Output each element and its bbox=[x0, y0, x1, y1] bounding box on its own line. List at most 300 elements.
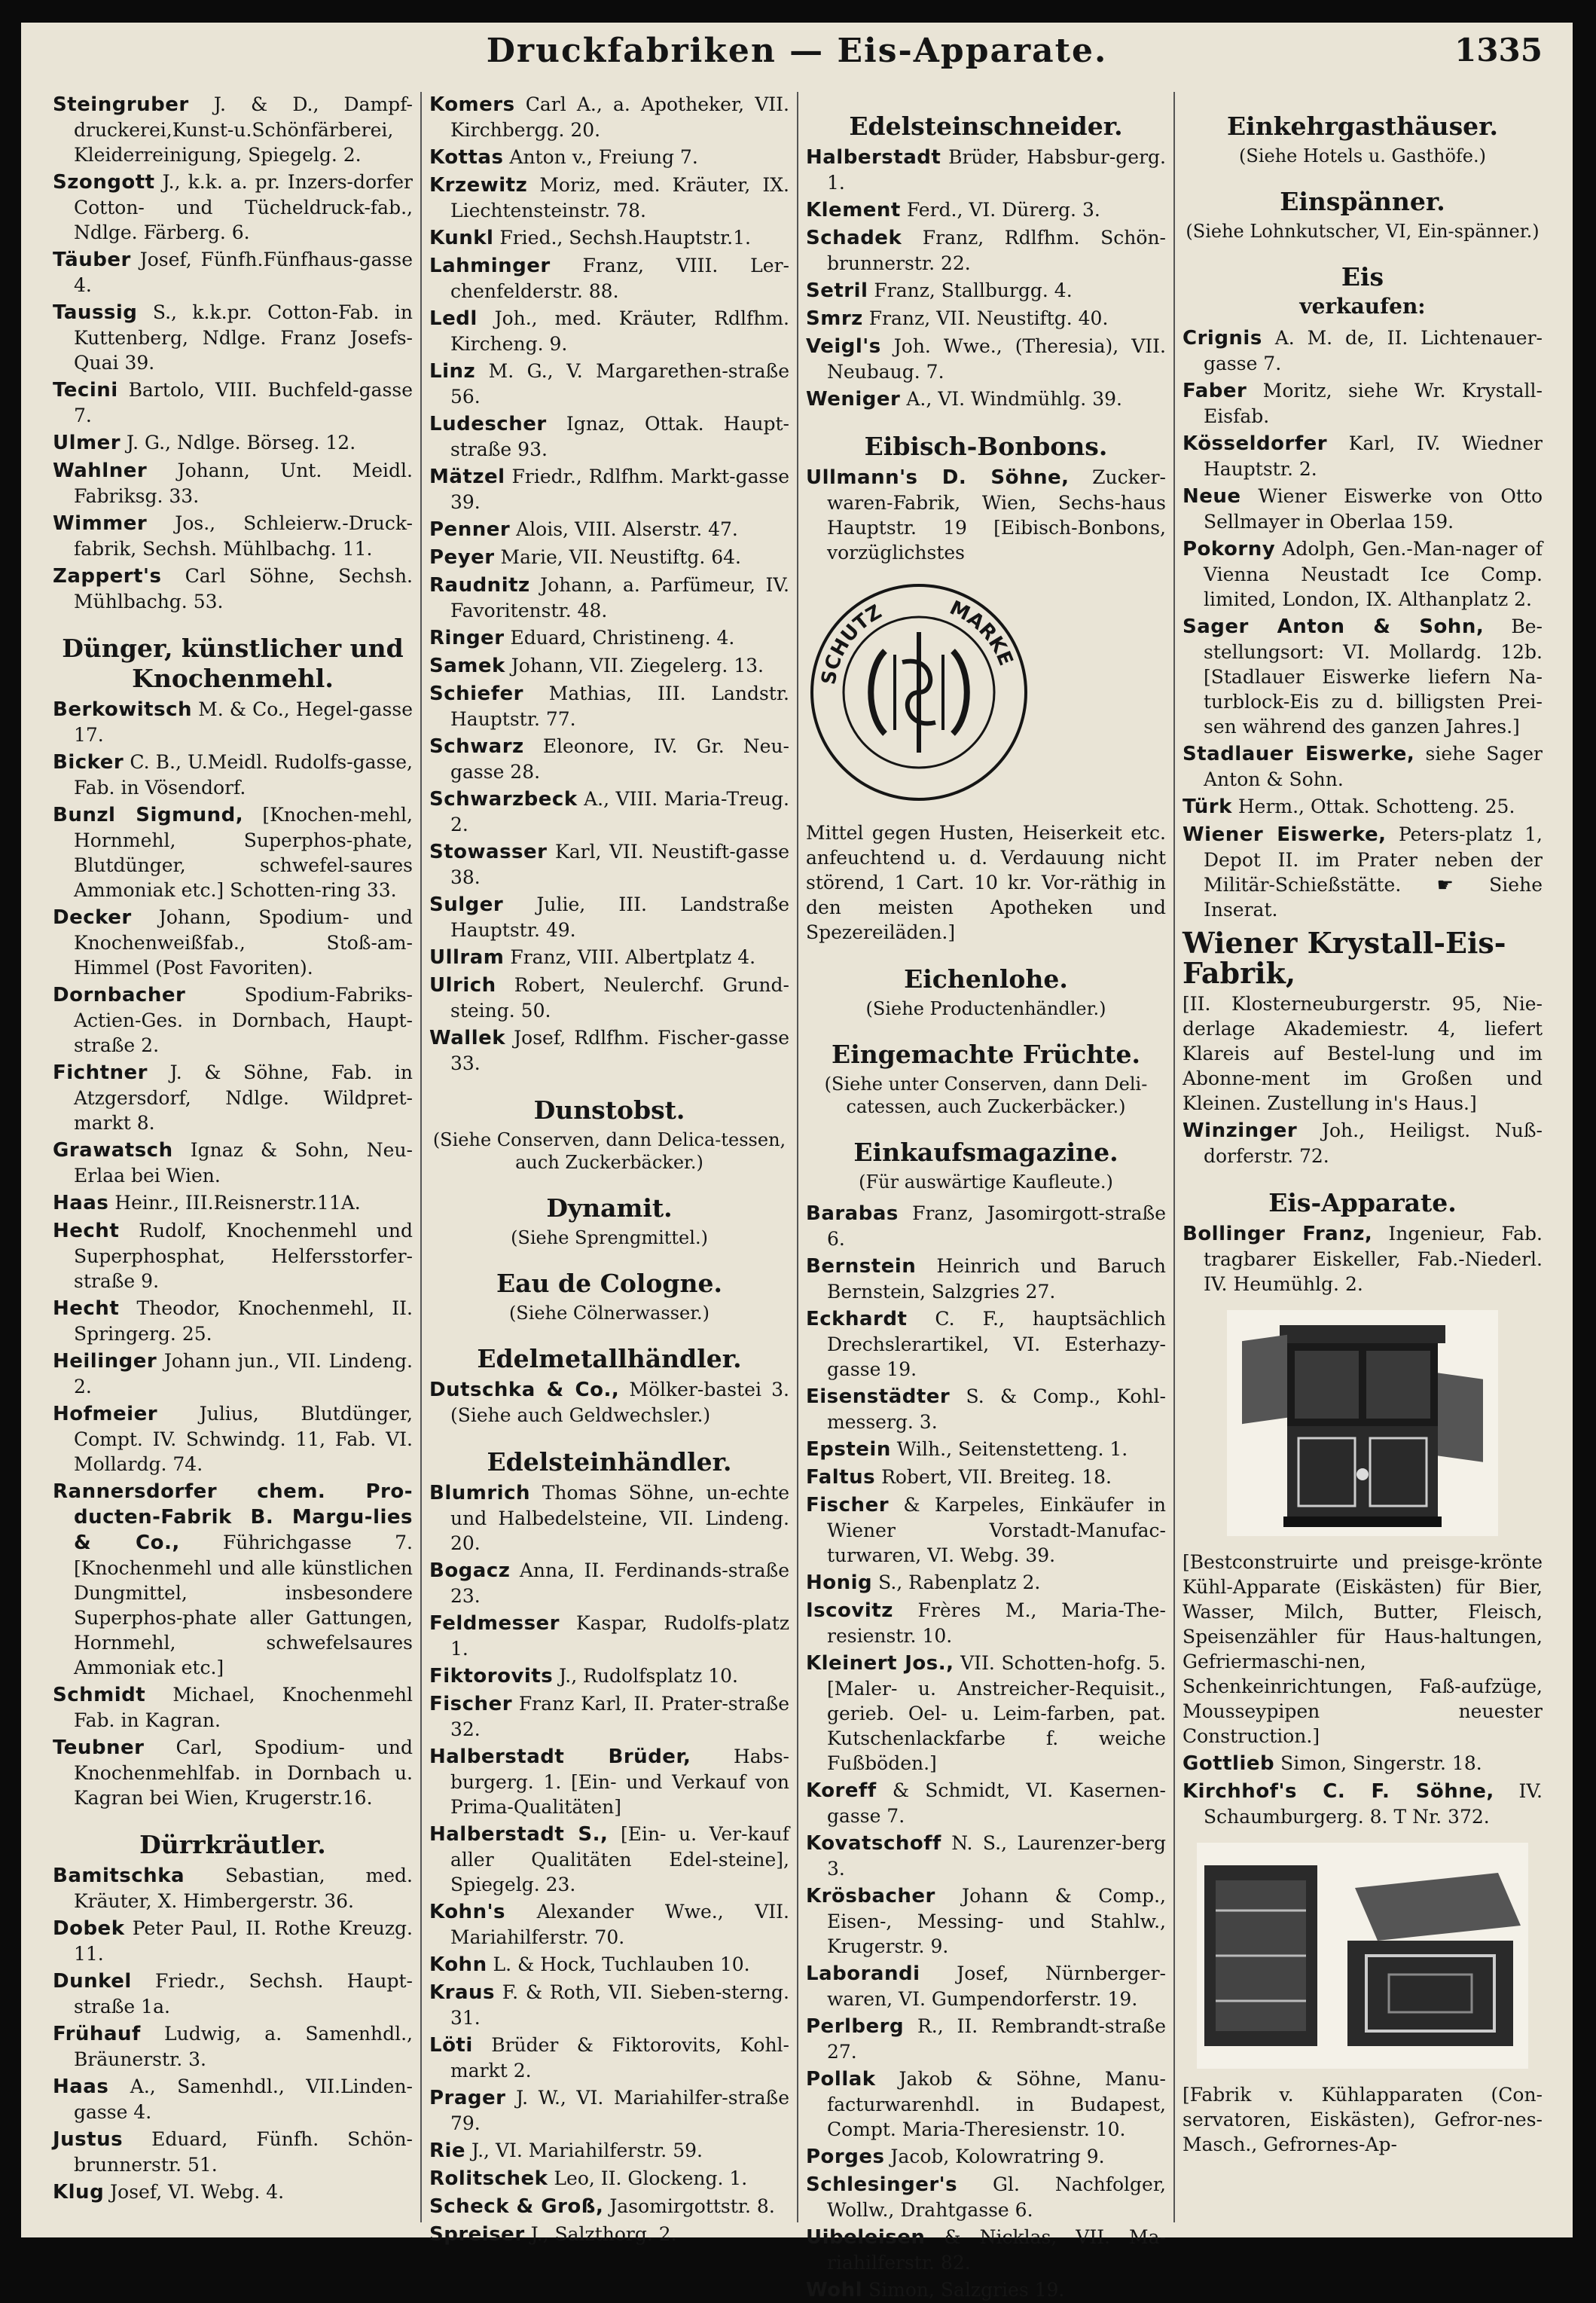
entry-text: Heinr., III.Reisnerstr.11A. bbox=[114, 1192, 361, 1214]
directory-entry bbox=[429, 681, 789, 732]
entry-text: Ingenieur, Fab. tragbarer Eiskeller, Fab.-Niederl. IV. Heumühlg. 2. bbox=[1204, 1223, 1543, 1295]
entry-name: Kraus bbox=[429, 1981, 495, 2004]
entry-name: Kunkl bbox=[429, 227, 494, 249]
entry-name: Sager Anton & Sohn, bbox=[1183, 615, 1485, 638]
entry-text: Mathias, III. Landstr. Hauptstr. 77. bbox=[450, 683, 789, 730]
section-heading: Edelmetallhändler. bbox=[477, 1344, 742, 1373]
entry-name: Ulrich bbox=[429, 974, 496, 997]
entry-name: Klement bbox=[806, 199, 901, 221]
entry-name: Smrz bbox=[806, 307, 863, 330]
section-note: (Für auswärtige Kaufleute.) bbox=[859, 1171, 1113, 1193]
directory-entry bbox=[1183, 378, 1543, 429]
directory-entry bbox=[806, 1883, 1166, 1959]
directory-entry bbox=[429, 1377, 789, 1428]
section-note: (Siehe Hotels u. Gasthöfe.) bbox=[1239, 145, 1486, 166]
entry-text: Habs-burgerg. 1. [Ein- und Verkauf von Prima-Qualitäten] bbox=[450, 1746, 789, 1818]
directory-entry bbox=[429, 839, 789, 890]
directory-entry bbox=[429, 1691, 789, 1742]
entry-name: Fischer bbox=[429, 1693, 513, 1715]
entry-name: Wiener Eiswerke, bbox=[1183, 823, 1387, 846]
directory-entry bbox=[429, 1611, 789, 1661]
entry-text: Johann, VII. Ziegelerg. 13. bbox=[511, 655, 764, 677]
directory-entry bbox=[429, 92, 789, 142]
entry-name: Berkowitsch bbox=[53, 698, 192, 721]
entry-text: Johann jun., VII. Lindeng. 2. bbox=[74, 1350, 413, 1397]
entry-name: Hecht bbox=[53, 1297, 120, 1320]
entry-text: Eduard, Christineng. 4. bbox=[510, 627, 735, 649]
page-title: Druckfabriken — Eis-Apparate. bbox=[486, 32, 1108, 70]
entry-name: Penner bbox=[429, 518, 511, 541]
trademark-stamp bbox=[806, 579, 1032, 805]
entry-text: J. W., VI. Mariahilfer-straße 79. bbox=[450, 2087, 789, 2134]
entry-text: S., Rabenplatz 2. bbox=[878, 1571, 1041, 1593]
directory-entry bbox=[806, 1492, 1166, 1568]
directory-entry bbox=[429, 2085, 789, 2136]
columns bbox=[45, 92, 1550, 2301]
directory-entry bbox=[53, 2127, 413, 2177]
entry-text: Marie, VII. Neustiftg. 64. bbox=[500, 546, 741, 568]
entry-name: Barabas bbox=[806, 1202, 899, 1225]
entry-text: S. & Comp., Kohl-messerg. 3. bbox=[827, 1385, 1166, 1433]
section-heading: Dynamit. bbox=[546, 1193, 673, 1223]
directory-entry bbox=[806, 2014, 1166, 2064]
entry-text: Franz, VIII. Ler-chenfelderstr. 88. bbox=[450, 255, 789, 302]
ice-chests-illustration bbox=[1197, 1843, 1528, 2069]
directory-entry bbox=[53, 92, 413, 167]
entry-text: J., Rudolfsplatz 10. bbox=[559, 1665, 738, 1687]
entry-name: Fiktorovits bbox=[429, 1665, 554, 1688]
directory-entry bbox=[806, 1831, 1166, 1881]
entry-name: Epstein bbox=[806, 1438, 891, 1461]
directory-entry bbox=[53, 511, 413, 561]
entry-note: [Bestconstruirte und preisge-krönte Kühl-Apparate (Eiskästen) für Bier, Wasser, Milch, Butter, Fleisch, Speisenzähler für Haus-haltungen, Gefriermaschi-nen, Schenkeinrichtungen, Faß-aufzüge, Mousseypipen neuester Construction.] bbox=[1183, 1551, 1543, 1747]
section-heading: Eingemachte Früchte. bbox=[832, 1040, 1140, 1069]
section-heading: Edelsteinhändler. bbox=[487, 1447, 732, 1477]
ice-cabinet-illustration bbox=[1227, 1310, 1498, 1536]
directory-entry bbox=[429, 545, 789, 570]
directory-entry bbox=[806, 1598, 1166, 1648]
directory-entry bbox=[53, 697, 413, 747]
directory-entry bbox=[429, 173, 789, 223]
entry-note: Mittel gegen Husten, Heiserkeit etc. anfeuchtend u. d. Verdauung nicht störend, 1 Cart. 10 kr. Vor-räthig in den meisten Apotheken und Spezereiläden.] bbox=[806, 822, 1166, 943]
entry-text: Franz, VIII. Albertplatz 4. bbox=[510, 946, 756, 968]
entry-text: Karl, VII. Neustift-gasse 38. bbox=[450, 841, 790, 888]
entry-text: J. G., Ndlge. Börseg. 12. bbox=[127, 432, 356, 454]
entry-text: Jos., Schleierw.-Druck-fabrik, Sechsh. Mühlbachg. 11. bbox=[74, 512, 413, 560]
entry-text: Franz, VII. Neustiftg. 40. bbox=[868, 307, 1109, 329]
entry-text: J. & D., Dampf-druckerei,Kunst-u.Schönfärberei, Kleiderreinigung, Spiegelg. 2. bbox=[74, 93, 413, 166]
entry-text: R., II. Rembrandt-straße 27. bbox=[827, 2015, 1166, 2063]
entry-name: Kohn bbox=[429, 1953, 487, 1976]
entry-text: N. S., Laurenzer-berg 3. bbox=[827, 1832, 1166, 1880]
directory-entry bbox=[429, 145, 789, 170]
directory-entry bbox=[806, 334, 1166, 384]
entry-text: Franz Karl, II. Prater-straße 32. bbox=[450, 1693, 789, 1740]
entry-name: Pollak bbox=[806, 2068, 876, 2091]
entry-name: Halberstadt S., bbox=[429, 1823, 609, 1846]
section-heading: Dürrkräutler. bbox=[139, 1830, 326, 1859]
entry-text: Johann & Comp., Eisen-, Messing- und Stahlw., Krugerstr. 9. bbox=[827, 1885, 1166, 1957]
entry-text: Robert, VII. Breiteg. 18. bbox=[881, 1466, 1112, 1488]
directory-entry bbox=[429, 653, 789, 679]
entry-text: Gl. Nachfolger, Wollw., Drahtgasse 6. bbox=[827, 2173, 1166, 2221]
entry-text: L. & Hock, Tuchlauben 10. bbox=[493, 1953, 750, 1975]
entry-text: Josef, Rdlfhm. Fischer-gasse 33. bbox=[450, 1027, 789, 1074]
entry-text: Theodor, Knochenmehl, II. Springerg. 25. bbox=[74, 1297, 413, 1345]
entry-text: Simon, Salzgries 19. bbox=[868, 2279, 1065, 2301]
entry-text: siehe Sager Anton & Sohn. bbox=[1204, 743, 1543, 790]
entry-text: Karl, IV. Wiedner Hauptstr. 2. bbox=[1204, 432, 1543, 480]
entry-text: Wiener Eiswerke von Otto Sellmayer in Oberlaa 159. bbox=[1204, 485, 1543, 533]
entry-name: Teubner bbox=[53, 1736, 145, 1759]
directory-entry bbox=[429, 2138, 789, 2164]
entry-name: Taussig bbox=[53, 301, 138, 324]
directory-entry bbox=[806, 1651, 1166, 1776]
directory-entry bbox=[53, 170, 413, 245]
entry-text: Joh., med. Kräuter, Rdlfhm. Kircheng. 9. bbox=[450, 307, 789, 355]
directory-entry bbox=[53, 1682, 413, 1733]
entry-name: Bollinger Franz, bbox=[1183, 1223, 1373, 1245]
entry-name: Kohn's bbox=[429, 1901, 506, 1923]
entry-text: Friedr., Sechsh. Haupt-straße 1a. bbox=[74, 1970, 413, 2017]
entry-text: M. G., V. Margarethen-straße 56. bbox=[450, 360, 789, 408]
section-heading: Dünger, künstlicher und Knochenmehl. bbox=[62, 634, 404, 693]
directory-entry bbox=[429, 1744, 789, 1819]
entry-text: Herm., Ottak. Schotteng. 25. bbox=[1237, 796, 1515, 817]
entry-name: Kirchhof's C. F. Söhne, bbox=[1183, 1780, 1494, 1803]
directory-entry bbox=[429, 411, 789, 462]
entry-text: Heinrich und Baruch Bernstein, Salzgries 27. bbox=[827, 1255, 1166, 1303]
entry-name: Wahlner bbox=[53, 460, 148, 482]
directory-entry bbox=[806, 278, 1166, 304]
entry-text: Kaspar, Rudolfs-platz 1. bbox=[450, 1612, 789, 1660]
directory-entry bbox=[429, 2166, 789, 2192]
entry-text: Ludwig, a. Samenhdl., Bräunerstr. 3. bbox=[74, 2023, 413, 2070]
section-heading: Dunstobst. bbox=[533, 1095, 685, 1125]
directory-entry bbox=[806, 145, 1166, 195]
entry-name: Tecini bbox=[53, 379, 118, 402]
entry-text: Robert, Neulerchf. Grund-steing. 50. bbox=[450, 974, 789, 1022]
directory-entry bbox=[53, 1190, 413, 1216]
directory-entry bbox=[806, 2172, 1166, 2222]
entry-text: Josef, VI. Webg. 4. bbox=[110, 2181, 285, 2203]
entry-text: S., k.k.pr. Cotton-Fab. in Kuttenberg, Ndlge. Franz Josefs-Quai 39. bbox=[74, 301, 413, 374]
entry-name: Haas bbox=[53, 1192, 109, 1214]
directory-entry bbox=[806, 1465, 1166, 1490]
entry-text: IV. Schaumburgerg. 8. T Nr. 372. bbox=[1204, 1780, 1543, 1828]
entry-text: Moriz, med. Kräuter, IX. Liechtensteinstr. 78. bbox=[450, 174, 789, 221]
section-note: (Siehe Sprengmittel.) bbox=[511, 1227, 708, 1248]
entry-name: Grawatsch bbox=[53, 1139, 173, 1162]
directory-entry bbox=[1183, 1221, 1543, 1297]
directory-entry bbox=[1183, 822, 1543, 922]
directory-entry bbox=[806, 2066, 1166, 2142]
entry-text: Ferd., VI. Dürerg. 3. bbox=[906, 199, 1100, 221]
entry-name: Ludescher bbox=[429, 413, 547, 435]
directory-entry bbox=[429, 573, 789, 623]
entry-name: Bernstein bbox=[806, 1255, 917, 1278]
directory-entry bbox=[806, 1961, 1166, 2011]
entry-text: [Ein- u. Ver-kauf aller Qualitäten Edel-steine], Spiegelg. 23. bbox=[450, 1823, 789, 1895]
entry-name: Dobek bbox=[53, 1917, 125, 1940]
entry-text: Jakob & Söhne, Manu-facturwarenhdl. in Budapest, Compt. Maria-Theresienstr. 10. bbox=[827, 2068, 1167, 2140]
entry-name: Bicker bbox=[53, 751, 124, 774]
entry-name: Bamitschka bbox=[53, 1865, 185, 1887]
entry-name: Porges bbox=[806, 2146, 885, 2168]
entry-name: Wallek bbox=[429, 1027, 506, 1049]
directory-entry bbox=[53, 750, 413, 800]
entry-text: J., Salzthorg. 2. bbox=[530, 2223, 677, 2245]
directory-entry bbox=[429, 787, 789, 837]
entry-name: Zappert's bbox=[53, 565, 162, 588]
column-1 bbox=[45, 92, 422, 2222]
entry-text: [Knochen-mehl, Hornmehl, Superphos-phate, Blutdünger, schwefel-saures Ammoniak etc.] Schotten-ring 33. bbox=[74, 804, 413, 901]
directory-entry bbox=[429, 225, 789, 251]
entry-name: Setril bbox=[806, 279, 868, 302]
entry-text: & Schmidt, VI. Kasernen-gasse 7. bbox=[827, 1779, 1167, 1827]
directory-entry bbox=[53, 1479, 413, 1680]
entry-text: Franz, Stallburgg. 4. bbox=[874, 279, 1073, 301]
directory-entry bbox=[806, 386, 1166, 412]
directory-entry bbox=[1183, 614, 1543, 739]
column-2 bbox=[422, 92, 798, 2246]
section-heading: Edelsteinschneider. bbox=[849, 111, 1123, 141]
entry-name: Samek bbox=[429, 655, 505, 677]
directory-entry bbox=[429, 734, 789, 784]
directory-entry bbox=[1183, 1751, 1543, 1776]
directory-entry bbox=[53, 1735, 413, 1810]
directory-entry bbox=[53, 1138, 413, 1188]
entry-name: Kleinert Jos., bbox=[806, 1652, 954, 1675]
entry-text: Joh., Heiligst. Nuß-dorferstr. 72. bbox=[1204, 1119, 1543, 1167]
entry-name: Dutschka & Co., bbox=[429, 1379, 620, 1401]
section-heading: Einkaufsmagazine. bbox=[853, 1138, 1118, 1167]
directory-entry bbox=[429, 1480, 789, 1556]
section-heading: Eibisch-Bonbons. bbox=[864, 432, 1108, 461]
section-note: (Siehe Productenhändler.) bbox=[865, 998, 1106, 1019]
entry-name: Steingruber bbox=[53, 93, 189, 116]
directory-entry bbox=[53, 300, 413, 375]
entry-text: Sebastian, med. Kräuter, X. Himbergerstr. 36. bbox=[74, 1865, 413, 1912]
entry-name: Schlesinger's bbox=[806, 2173, 958, 2196]
directory-entry bbox=[53, 1218, 413, 1294]
entry-name: Peyer bbox=[429, 546, 495, 569]
entry-name: Justus bbox=[53, 2128, 124, 2151]
entry-name: Halberstadt bbox=[806, 146, 941, 169]
entry-name: Stadlauer Eiswerke, bbox=[1183, 743, 1415, 765]
entry-name: Feldmesser bbox=[429, 1612, 560, 1635]
entry-text: & Karpeles, Einkäufer in Wiener Vorstadt-Manufac-turwaren, VI. Webg. 39. bbox=[827, 1494, 1166, 1566]
directory-entry bbox=[429, 1663, 789, 1689]
directory-entry bbox=[53, 430, 413, 456]
directory-entry bbox=[429, 973, 789, 1023]
entry-text: Julie, III. Landstraße Hauptstr. 49. bbox=[450, 893, 789, 941]
entry-name: Fischer bbox=[806, 1494, 890, 1516]
directory-entry bbox=[429, 1899, 789, 1950]
entry-name: Ullmann's D. Söhne, bbox=[806, 466, 1070, 489]
entry-name: Wohl bbox=[806, 2279, 863, 2301]
section-note: (Siehe Cölnerwasser.) bbox=[508, 1303, 710, 1324]
directory-entry bbox=[806, 465, 1166, 565]
entry-name: Ulmer bbox=[53, 432, 121, 454]
column-3 bbox=[798, 92, 1175, 2301]
directory-entry bbox=[53, 1349, 413, 1399]
directory-entry bbox=[53, 802, 413, 903]
section-heading: Eichenlohe. bbox=[904, 964, 1068, 994]
directory-entry bbox=[429, 253, 789, 304]
entry-note: [Fabrik v. Kühlapparaten (Con-servatoren, Eiskästen), Gefror-nes-Masch., Gefrornes-Ap- bbox=[1183, 2084, 1543, 2155]
section-note: (Siehe Lohnkutscher, VI, Ein-spänner.) bbox=[1186, 221, 1540, 242]
entry-text: Franz, Jasomirgott-straße 6. bbox=[827, 1202, 1166, 1250]
directory-entry bbox=[53, 1296, 413, 1346]
section-heading: Eis-Apparate. bbox=[1268, 1188, 1457, 1217]
entry-name: Honig bbox=[806, 1571, 873, 1594]
entry-name: Koreff bbox=[806, 1779, 877, 1802]
directory-page bbox=[21, 23, 1573, 2301]
entry-name: Bunzl Sigmund, bbox=[53, 804, 244, 826]
directory-entry bbox=[1183, 1118, 1543, 1168]
directory-entry bbox=[806, 197, 1166, 223]
entry-text: Eleonore, IV. Gr. Neu-gasse 28. bbox=[450, 735, 789, 783]
entry-name: Veigl's bbox=[806, 335, 881, 358]
entry-name: Scheck & Groß, bbox=[429, 2195, 604, 2218]
section-heading: Einspänner. bbox=[1280, 187, 1445, 216]
entry-text: Führichgasse 7. [Knochenmehl und alle künstlichen Dungmittel, insbesondere Superphos-phate aller Gattungen, Hornmehl, schwefelsaures Ammoniak etc.] bbox=[74, 1532, 413, 1678]
directory-entry bbox=[806, 2225, 1166, 2275]
directory-entry bbox=[1183, 1779, 1543, 1829]
directory-entry bbox=[53, 2179, 413, 2205]
entry-name: Ullram bbox=[429, 946, 505, 969]
entry-text: Josef, Nürnberger-waren, VI. Gumpendorferstr. 19. bbox=[827, 1962, 1166, 2010]
entry-text: A. M. de, II. Lichtenauer-gasse 7. bbox=[1204, 327, 1543, 374]
entry-name: Lahminger bbox=[429, 255, 551, 277]
entry-text: Jasomirgottstr. 8. bbox=[609, 2195, 775, 2217]
entry-name: Täuber bbox=[53, 249, 131, 271]
entry-text: Friedr., Rdlfhm. Markt-gasse 39. bbox=[450, 466, 789, 513]
directory-entry bbox=[429, 359, 789, 409]
entry-text: A., VI. Windmühlg. 39. bbox=[906, 388, 1122, 410]
entry-note: [II. Klosterneuburgerstr. 95, Nie-derlage Akademiestr. 4, liefert Klareis auf Bestel-lung und im Abonne-ment im Großen und Kleinen. Zustellung in's Haus.] bbox=[1183, 993, 1543, 1114]
entry-name: Fichtner bbox=[53, 1061, 148, 1084]
directory-entry bbox=[806, 225, 1166, 276]
directory-entry bbox=[1183, 484, 1543, 534]
entry-name: Löti bbox=[429, 2034, 473, 2057]
entry-name: Komers bbox=[429, 93, 515, 116]
entry-text: Mölker-bastei 3. (Siehe auch Geldwechsler.) bbox=[450, 1379, 789, 1426]
entry-text: Moritz, siehe Wr. Krystall-Eisfab. bbox=[1204, 380, 1543, 427]
directory-entry bbox=[53, 1969, 413, 2019]
directory-entry bbox=[53, 458, 413, 509]
entry-text: C. F., hauptsächlich Drechslerartikel, VI. Esterhazy-gasse 19. bbox=[827, 1308, 1166, 1380]
directory-entry bbox=[429, 464, 789, 515]
entry-text: Joh. Wwe., (Theresia), VII. Neubaug. 7. bbox=[827, 335, 1166, 383]
page-number: 1335 bbox=[1454, 32, 1543, 69]
section-heading: Einkehrgasthäuser. bbox=[1227, 111, 1498, 141]
entry-text: F. & Roth, VII. Sieben-sterng. 31. bbox=[450, 1981, 789, 2029]
directory-entry bbox=[806, 1254, 1166, 1304]
directory-entry bbox=[53, 982, 413, 1058]
entry-name: Eckhardt bbox=[806, 1308, 908, 1330]
entry-name: Schiefer bbox=[429, 683, 523, 705]
entry-name: Uibeleisen bbox=[806, 2226, 926, 2249]
directory-entry bbox=[429, 306, 789, 356]
directory-entry bbox=[53, 2074, 413, 2124]
page-header bbox=[51, 32, 1543, 78]
entry-name: Ringer bbox=[429, 627, 505, 649]
directory-entry bbox=[429, 945, 789, 970]
entry-name: Mätzel bbox=[429, 466, 505, 488]
entry-text: & Nicklas, VII. Ma-riahilferstr. 82. bbox=[827, 2226, 1166, 2274]
entry-name: Winzinger bbox=[1183, 1119, 1298, 1142]
entry-name: Krzewitz bbox=[429, 174, 528, 197]
advert-heading: Wiener Krystall-Eis-Fabrik, bbox=[1183, 926, 1506, 990]
entry-text: M. & Co., Hegel-gasse 17. bbox=[74, 698, 413, 746]
entry-name: Kottas bbox=[429, 146, 504, 169]
entry-name: Gottlieb bbox=[1183, 1752, 1275, 1775]
entry-name: Linz bbox=[429, 360, 476, 383]
stamp-text-right: MARKE bbox=[946, 596, 1018, 669]
entry-name: Halberstadt Brüder, bbox=[429, 1746, 691, 1768]
entry-text: Jacob, Kolowratring 9. bbox=[890, 2146, 1105, 2167]
entry-name: Blumrich bbox=[429, 1482, 530, 1504]
entry-name: Raudnitz bbox=[429, 574, 530, 597]
entry-name: Szongott bbox=[53, 171, 155, 194]
directory-entry bbox=[53, 905, 413, 980]
entry-name: Pokorny bbox=[1183, 538, 1276, 560]
directory-entry bbox=[53, 564, 413, 614]
section-subheading: verkaufen: bbox=[1299, 294, 1426, 319]
entry-name: Wimmer bbox=[53, 512, 148, 535]
entry-text: VII. Schotten-hofg. 5. [Maler- u. Anstreicher-Requisit., gerieb. Oel- u. Leim-farben, pat. Kutschenlackfarbe f. weiche Fußböden.] bbox=[827, 1652, 1166, 1774]
section-note: (Siehe Conserven, dann Delica-tessen, auch Zuckerbäcker.) bbox=[432, 1129, 786, 1173]
entry-name: Eisenstädter bbox=[806, 1385, 951, 1408]
entry-name: Türk bbox=[1183, 796, 1232, 818]
directory-entry bbox=[806, 306, 1166, 331]
directory-entry bbox=[53, 2021, 413, 2072]
entry-name: Hofmeier bbox=[53, 1403, 158, 1425]
entry-name: Decker bbox=[53, 906, 132, 929]
directory-entry bbox=[806, 2277, 1166, 2303]
entry-name: Rolitschek bbox=[429, 2167, 548, 2190]
directory-entry bbox=[806, 1384, 1166, 1434]
entry-name: Perlberg bbox=[806, 2015, 905, 2038]
entry-text: Julius, Blutdünger, Compt. IV. Schwindg. 11, Fab. VI. Mollardg. 74. bbox=[74, 1403, 413, 1475]
directory-entry bbox=[806, 2144, 1166, 2170]
entry-name: Laborandi bbox=[806, 1962, 920, 1985]
entry-text: Brüder, Habsbur-gerg. 1. bbox=[827, 146, 1167, 194]
entry-text: Ignaz, Ottak. Haupt-straße 93. bbox=[450, 413, 789, 460]
entry-text: Anton v., Freiung 7. bbox=[509, 146, 698, 168]
entry-name: Schwarzbeck bbox=[429, 788, 578, 811]
entry-name: Dunkel bbox=[53, 1970, 132, 1993]
entry-name: Faber bbox=[1183, 380, 1247, 402]
entry-text: J. & Söhne, Fab. in Atzgersdorf, Ndlge. Wildpret-markt 8. bbox=[74, 1061, 413, 1134]
directory-entry bbox=[429, 892, 789, 942]
entry-text: Carl Söhne, Sechsh. Mühlbachg. 53. bbox=[74, 565, 413, 612]
entry-name: Iscovitz bbox=[806, 1599, 893, 1622]
entry-name: Rannersdorfer chem. Pro-ducten-Fabrik B. Margu-lies & Co., bbox=[53, 1480, 413, 1554]
entry-text: Adolph, Gen.-Man-nager of Vienna Neustadt Ice Comp. limited, London, IX. Althanplatz 2. bbox=[1204, 538, 1543, 610]
entry-text: Anna, II. Ferdinands-straße 23. bbox=[450, 1559, 789, 1607]
section-heading: Eau de Cologne. bbox=[496, 1269, 722, 1298]
directory-entry bbox=[429, 517, 789, 542]
entry-name: Heilinger bbox=[53, 1350, 157, 1373]
directory-entry bbox=[53, 1060, 413, 1135]
directory-entry bbox=[1183, 536, 1543, 612]
entry-text: Brüder & Fiktorovits, Kohl-markt 2. bbox=[450, 2034, 789, 2082]
entry-name: Frühauf bbox=[53, 2023, 141, 2045]
entry-name: Faltus bbox=[806, 1466, 876, 1489]
